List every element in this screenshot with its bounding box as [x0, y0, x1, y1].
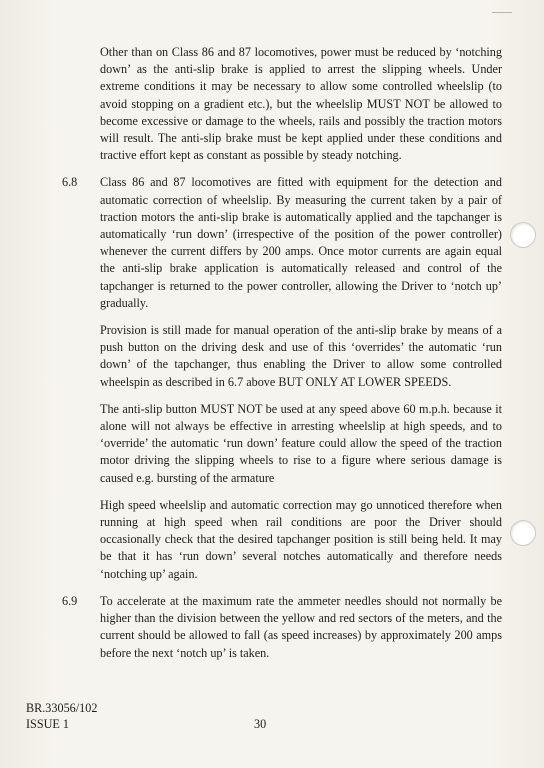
- page-number: 30: [254, 717, 267, 731]
- paragraph-anti-slip-button: [62, 401, 502, 487]
- corner-mark: [492, 12, 512, 13]
- issue-label: ISSUE 1: [26, 717, 70, 731]
- paragraph-text: The anti-slip button MUST NOT be used at any speed above 60 m.p.h. because it alone will not always be effective in arresting wheelslip at high speeds, and to ‘override’ the automatic ‘run down’ feature could allow the speed of the traction motor driving the slipping wheels to rise to a figure where serious damage is caused e.g. bursting of the armature: [100, 401, 502, 485]
- paragraph-text: Provision is still made for manual operation of the anti-slip brake by means of a push button on the driving desk and use of this ‘overrides’ the automatic ‘run down’ of the tapchanger, thus enabling the Driver to allow some controlled wheelspin as described in 6.7 above BUT ONLY AT LOWER SPEEDS.: [100, 323, 502, 389]
- paragraph-high-speed: [62, 497, 502, 583]
- body-text: [62, 44, 502, 672]
- paragraph-text: Other than on Class 86 and 87 locomotives, power must be reduced by ‘notching down’ as the anti-slip brake is applied to arrest the slipping wheels. Under extreme conditions it may be necessary to allow some controlled wheelslip (to avoid stopping on a gradient etc.), but the wheelslip MUST NOT be allowed to become excessive or damage to the wheels, rails and possibly the traction motors will result. The anti-slip brake must be kept applied under these conditions and tractive effort kept as constant as possible by steady notching.: [100, 45, 502, 163]
- section-number: 6.8: [62, 175, 78, 190]
- section-number: 6.9: [62, 593, 78, 608]
- paragraph-intro: [62, 44, 502, 164]
- footer-reference: [26, 700, 97, 732]
- punch-hole-top: [510, 222, 536, 248]
- paragraph-text: Class 86 and 87 locomotives are fitted with equipment for the detection and automatic correction of wheelslip. By measuring the current taken by a pair of traction motors the anti-slip brake is automatically applied and the tapchanger is automatically ‘run down’ (irrespective of the position of the power controller) whenever the current differs by 200 amps. Once motor currents are again equal the anti-slip brake application is automatically released and control of the tapchanger is returned to the power controller, allowing the Driver to ‘notch up’ gradually.: [100, 175, 502, 310]
- paragraph-6-8: [62, 174, 502, 312]
- paragraph-provision: [62, 322, 502, 391]
- paragraph-text: High speed wheelslip and automatic correction may go unnoticed therefore when running at high speed when rail conditions are poor the Driver should occasionally check that the desired tapchanger position is still being held. It may be that it has ‘run down’ several notches automatically and therefore needs ‘notching up’ again.: [100, 497, 502, 581]
- paragraph-text: To accelerate at the maximum rate the ammeter needles should not normally be higher than the division between the yellow and red sectors of the meters, and the current should be allowed to fall (as speed increases) by approximately 200 amps before the next ‘notch up’ is taken.: [100, 593, 502, 660]
- doc-reference: BR.33056/102: [26, 701, 98, 715]
- paragraph-6-9: [62, 593, 502, 662]
- punch-hole-bottom: [510, 520, 536, 546]
